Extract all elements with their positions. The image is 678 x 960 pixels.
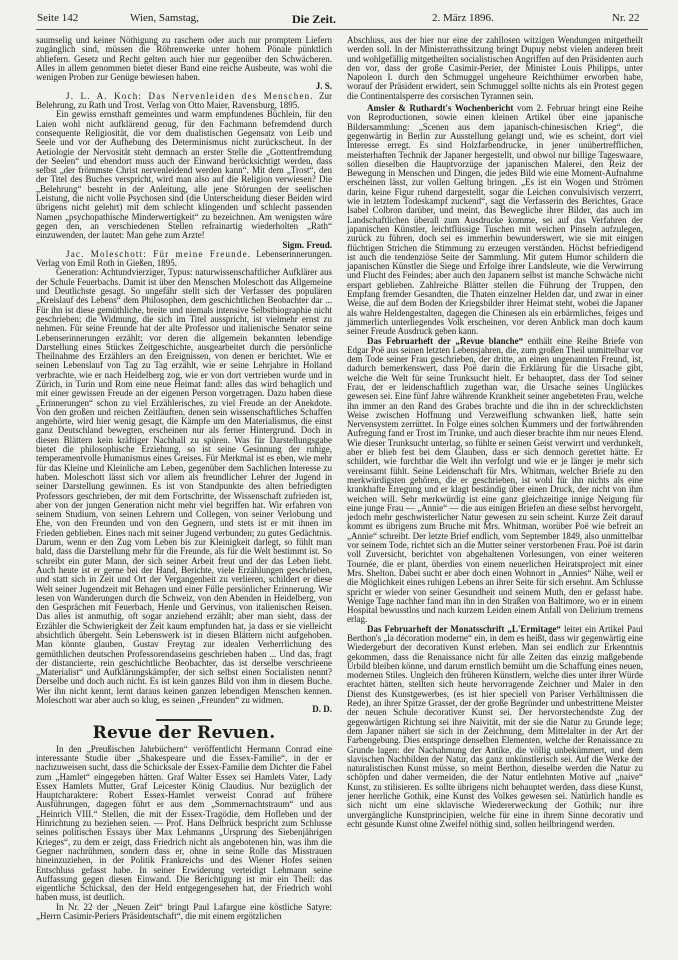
review-body: Generation: Achtundvierziger, Typus: naturwissenschaftlicher Aufklärer aus der Schule Feuerbachs. Damit ist über den Menschen Moleschott das Allgemeine und Deutlichste gesagt. So ungefähr stellt sich der Verfasser des populären „Kreislauf des Lebens“ dem Philosophen, dem geschichtlichen Beobachter dar ... Für ihn ist diese gemüthliche, breite und niemals intensive Selbstbiographie nicht geschrieben; die Widmung, die sich im Titel ausspricht, ist vielmehr ernst zu nehmen. Für seine Freunde hat der alte Professor und italienische Senator seine Lebenserinnerungen erzählt; vor deren die allgemein bekannten lebendige Darstellung eines Stückes Zeitgeschichte, ausgearbeitet durch die persönliche Theilnahme des Erzählers an den Ereignissen, von denen er berichtet. Wie er seinen Lebenslauf von Tag zu Tag erzählt, wie er seine Lehrjahre in Holland verbrachte, wie er nach Heidelberg zog, wie er von dort vertrieben wurde und in Zürich, in Turin und Rom eine neue Heimat fand: alles das wird behaglich und mit einer gewissen Freude an der eigenen Person vorgetragen. Dazu haben diese „Erinnerungen“ schon zu viel Erzählerisches, zu viel Freude an der Anekdote. Von den großen und reichen Zeitläuften, denen sein wissenschaftliches Schaffen angehörte, wird hier wenig gesagt, die Kämpfe um den Materialismus, die einst ganz Deutschland bewegten, erscheinen nur als ferner Hintergrund. Doch in diesen Blättern kein kräftiger Nachhall zu spüren. Was für Darstellungsgabe bietet die philosophische Erziehung, so ist seine Gesinnung der ruhige, temperamentvolle Humanismus eines Greises. Für Merkmal ist es eben, wie mehr für das Kleine und Kleinliche am Leben, gegenüber dem Sachlichen Interesse zu haben. Moleschott lässt sich vor allem als freundlicher Lehrer der Jugend in seiner Darstellung gewinnen. Es ist von Standpunkte des alten befriedigten Professors geschrieben, der mit dem Fortschritte, der Wissenschaft zufrieden ist, aber von der jungen Generation nicht mehr viel begriffen hat. Wir erfahren von seinem Studium, von seinen Lehrern und Collegen, von seiner Verlobung und Ehe, von den Freunden und von den Gegnern, und stets ist er mit ihnen im Frieden geblieben. Eines nach mit seiner Jugend verbunden; zu gutes Gedächtnis. Darum, wenn er den Zug vom Leben bis zur Kleinigkeit darlegt, so fühlt man bald, dass die Darstellung mehr für die Freunde, als für die Welt bestimmt ist. So schreibt ein guter Mann, der sich seiner Arbeit freut und der das Leben liebt. Auch heute ist er gerne bei der Hand, Berichte, viele Erzählungen geschrieben, und statt sich in Zeit und Ort der Vergangenheit zu verlieren, schildert er diese Welt seiner Jugendzeit mit Behagen und einer Fülle persönlicher Erinnerung. Wir lesen von Wanderungen durch die Schweiz, von den Abenden in Heidelberg, von den Gesprächen mit Feuerbach, Henle und Gervinus, von italienischen Reisen. Das alles ist anmuthig, oft sogar anziehend erzählt; aber man sieht, dass der Erzähler die Schwierigkeit der Zeit kaum empfunden hat, ja dass er sie vielleicht absichtlich übergeht. Sein Lebenswerk ist in diesen Blättern nicht aufgehoben. Man könnte glauben, Gustav Freytag zur idealen Verherrlichung des gemüthlichen deutschen Professorendaseins geschrieben haben ... Und das, fragt der distancierte, rein geschichtliche Beobachter, das ist derselbe verschrieene „Materialist“ und Aufklärungskämpfer, der sich selbst einen Socialisten nennt? Derselbe und doch auch nicht. Es ist kein ganzes Bild von ihm in diesem Buche. Wer ihn nicht kennt, lernt daraus keinen ganzen lebendigen Menschen kennen. Moleschott war aber auch so klug, es seinen „Freunden“ zu widmen.	[36, 267, 332, 706]
signature: J. S.	[315, 81, 332, 92]
review-publisher: Lebenserinnerungen. Verlag von Emil Roth in Gießen, 1895.	[36, 248, 332, 269]
article-paragraph: In Nr. 22 der „Neuen Zeit“ bringt Paul Lafargue eine köstliche Satyre: „Herrn Casimir-Periers Präsidentschaft“, die mit einem ergötzlichen	[36, 901, 332, 922]
review-heading	[36, 92, 332, 111]
paragraph-text: leitet ein Artikel Paul Berthon's „la décoration moderne“ ein, in dem es heißt, dass wir gegenwärtig eine Wiedergeburt der decorativen Kunst erleben. Man sei endlich zur Erkenntnis gekommen, dass die Renaissance nicht für alle Zeiten das einzig maßgebende Urbild bleiben könne, und darum ernstlich bemüht um die Schaffung eines neuen, modernen Stiles. Ungleich den früheren Künstlern, welche dies unter ihrer Würde erachtet hätten, stellten sich heute hervorragende Zeichner und Maler in den Dienst des Kunstgewerbes, (es ist hier speciell von Pariser Verhältnissen die Rede), an ihrer Spitze Grasset, der der große Begründer und unbestrittene Meister der neuen Schule decorativer Kunst sei. Der hervorstechendste Zug der gegenwärtigen Richtung sei ihre Naivität, mit der sie die Natur zu Grunde lege; dem Japaner nähert sie sich in der Zeichnung, dem Mittelalter in der Art der Farbengebung. Dies entspringe denselben Elementen, welche der Renaissance zu Grunde lagen: der Nachahmung der Antike, die völlig unbekümmert, und dem slavischen Nachbilden der Natur, das ganz unkünstlerisch sei. Auf die Werke der naturalistischen Kunst müsse, so meint Berthon, dieselbe werden die Natur zu schöpfen und daher vermeiden, die der Natur entlehnten Motive auf „naive“ Kunst, zu stilisieren. Es sollte übrigens nicht behauptet werden, dass diese Kunst, jener herrliche Gothik, eine Kunst des Volkes gewesen sei. Natürlich handle es sich nicht um eine sklavische Wiedererweckung der Gothik; nur ihre unvergängliche Kunstprincipien, welche für eine in ihrem Sinne decorativ und echt gesunde Kunst ohne Zweifel nöthig sind, sollen heilbringend werden.	[347, 623, 643, 829]
article-paragraph	[347, 337, 643, 625]
header-rule	[36, 29, 648, 30]
article-paragraph: In den „Preußischen Jahrbüchern“ veröffentlicht Hermann Conrad eine interessante Studie über „Shakespeare und die Essex-Familie“, in der er nachzuweisen sucht, dass die Schicksale der Essex-Familie dem Dichter die Fabel zum „Hamlet“ eingegeben hätten. Graf Walter Essex sei Hamlets Vater, Lady Essex Hamlets Mutter, Graf Leicester König Claudius. Nur bezüglich der Hauptcharaktere: Robert Essex-Hamlet verweist Conrad auf frühere Ausführungen, dagegen führt er aus dem „Sommernachtstraum“ und aus „Heinrich VIII.“ Stellen, die mit der Essex-Tragödie, dem Hofleben und der Hinrichtung zu beziehen seien. — Prof. Hans Delbrück bespricht zum Schlusse seines politischen Essays über Max Lehmanns „Ursprung des Siebenjährigen Krieges“, zu dem er zeigt, dass Friedrich nicht als angebotenen hin, was ihm die Gegner nachrühmen, sondern dass er, ohne in seine Rolle das Misstrauen hineinzuziehen, in der Politik Frankreichs und des Wiener Hofes seinen Entschluss gefasst habe. In seiner Erwiderung verteidigt Lehmann seine Auffassung gegen diesen Einwand. Die Berichtigung ist mir ein Theil: das eigentliche Schicksal, den der Held entgegengesehen hat, der Friedrich wohl haben muss, ist deutlich.	[36, 743, 332, 903]
running-header	[0, 12, 678, 28]
article-paragraph: Abschluss, aus der hier nur eine der zahllosen witzigen Wendungen mitgetheilt werden soll. In der Ministerrathssitzung bringt Dupuy nebst vielen anderen breit und wohlgefällig mitgetheilten socialistischen Angriffen auf den Präsidenten auch den vor, dass der große Casimir-Perier, der Minister Louis Philipps, unter Napoleon I. durch den Schmuggel ungeheure Reichthümer erworben habe, worauf der Präsident erwidert, sein Schmuggel sollte nichts als ein Protest gegen die Continentalsperre des corsischen Tyrannen sein.	[347, 35, 643, 101]
paragraph-text: vom 2. Februar bringt eine Reihe von Reproductionen, sowie einen kleinen Artikel über eine japanische Bildersammlung: „Scenen aus dem japanisch-chinesischen Krieg“, die gegenwärtig in Berlin zur Ausstellung gelangt und, wie es scheint, dort viel Interesse erregt. Es sind Holzfarbendrucke, in jener unübertrefflichen, meisterhaften Technik der Japaner hergestellt, und obwol nur billige Tageswaare, sollen dieselben die Hauptvorzüge der japanischen Malerei, den Reiz der Bewegung in Menschen und Dingen, die jedes Bild wie eine Moment-Aufnahme erscheinen lässt, zur vollen Geltung bringen. „Es ist ein Wogen und Strömen darin, keine Figur ruhend dargestellt, sogar die Leichen convulsivisch verzerrt, wie in letztem Todeskampf zuckend“, sagt die Verfasserin des Berichtes, Grace Isabel Colbron darüber, und meint, das Bewegliche ihrer Bilder, das auch im Landschaftlichen überall zum Ausdrucke komme, sei auf das Verfahren der japanischen Künstler, leichtflüssige Tuschen mit weichen Pinseln aufzulegen, zurück zu führen, doch sei es immerhin bewunderswert, wie sie mit einigen flüchtigen Strichen die Stimmung zu erzeugen verständen. Höchst befriedigend ist auch die tendenziöse Seite der Sammlung. Mit gutem Humor schildern die japanischen Künstler die Siege und Erfolge ihrer Landsleute, wie die Verwirrung und Flucht des Feindes; aber auch den Japanern selbst ist manche Schwäche nicht erspart geblieben. Zahlreiche Blätter stellen die Führung der Truppen, den Empfang fremder Gesandten, die Thaten einzelner Helden dar, und zwar in einer Weise, die auf dem Boden der Kriegsbilder ihrer Heimat steht, wobei die Japaner als wahre Heldengestalten, dagegen die Chinesen als ein erbärmliches, feiges und jämmerlich unterliegendes Volk erscheinen, vor deren Anblick man doch kaum seiner Freude Ausdruck geben kann.	[347, 103, 644, 337]
paragraph-text: enthält eine Reihe Briefe von Edgar Poë aus seinen letzten Lebensjahren, die, zum großen Theil unmittelbar vor dem Tode seiner Frau geschrieben, der dritte, an einen ungenannten Freund, ist, dadurch bemerkenswert, dass Poë darin die Erklärung für die Ursache gibt, welche die Welt für seine Trunksucht hielt. Er behauptet, dass der Tod seiner Frau, der er leidenschaftlich zugethan war, die Ursache seines Unglückes gewesen sei. Eine fünf Jahre währende Krankheit seiner angebeteten Frau, welche ihn immer an den Rand des Grabes brachte und die ihn in der schrecklichsten Weise zwischen Hoffnung und Verzweiflung schwanken ließ, hatte sein Nervensystem zerrüttet. In Folge eines solchen Kummers und der fortwährenden Aufregung fand er Trost im Trunke, und auch dieser brachte ihm nur neues Elend. Wie dieser Trunksucht unterlag, so fühlte er seinen Geist verwirrt und verdunkelt, aber er blieb fest bei dem Glauben, dass er sich dennoch gerettet hätte. Er schildert, wie furchtbar die Welt ihn verfolgt und wie er je länger je mehr sich vereinsamt fühlt. Seine Leidenschaft für Mrs. Whitman, welcher Briefe zu den merkwürdigsten gehören, die er geschrieben, ist wohl für ihn nichts als eine krankhafte Erregung und er klagt beständig über einen Druck, der nicht von ihm weichen will. Sehr merkwürdig ist eine ganz gleichzeitige innige Neigung für eine junge Frau — „Annie“ — die aus einigen Briefen an diese selbst hervorgeht, jedoch mehr geschwisterlicher Natur gewesen zu sein scheint. Kurze Zeit darauf kommt es übrigens zum Bruche mit Mrs. Whitman, worüber Poë wie befreit an „Annie“ schreibt. Der letzte Brief endlich, vom September 1849, also unmittelbar vor seinem Tode, richtet sich an die Mutter seiner verstorbenen Frau. Poë ist darin voll Zuversicht, berichtet von abgehaltenen Vorlesungen, von einer weiteren Tournée, die er plant, überdies von einem neuerlichen Heiratsproject mit einer Mrs. Shelton. Dabei sucht er aber doch einen Wohnort in „Annies“ Nähe, weil er die Möglichkeit eines ruhigen Lebens an ihrer Seite für sich ersehnt. Am Schlusse spricht er wieder von seiner Gesundheit und seinem Muth, den er gefasst habe. Wenige Tage nachher fand man ihn in den Straßen von Baltimore, wo er in einem Hospital bewusstlos und nach kurzem Leiden einem Anfall von Delirium tremens erlag.	[347, 335, 643, 625]
review-heading	[36, 250, 332, 269]
periodical-name: Das Februarheft der Monatsschrift „L'Ermitage“	[367, 623, 561, 634]
page-number: Seite 142	[37, 12, 79, 24]
left-column	[36, 36, 332, 921]
review-publisher: Zur Belehrung, zu Rath und Trost. Verlag von Otto Maier, Ravensburg, 1895.	[36, 90, 332, 111]
place-day: Wien, Samstag,	[130, 12, 199, 24]
issue-date: 2. März 1896.	[432, 12, 494, 24]
article-paragraph	[347, 625, 643, 830]
issue-number: Nr. 22	[612, 12, 640, 24]
signature: Sigm. Freud.	[282, 239, 332, 250]
review-title: J. L. A. Koch: Das Nervenleiden des Menschen.	[66, 90, 314, 101]
review-title: Jac. Moleschott: Für meine Freunde.	[66, 248, 252, 259]
review-body: Ein gewiss ernsthaft gemeintes und warm empfundenes Büchlein, für den Laien wohl nicht aufklärend genug, für den Fachmann befremdend durch consequente Religiosität, die vor dem dualistischen Gegensatz von Leib und Seele und vor der Aufhebung des Determinismus nicht zurückscheut. In der Aetiologie der Nervosität steht demnach an erster Stelle die „Gottentfremdung der Seelen“ und ebendort muss auch der Einwand berücksichtigt werden, dass selbst „der frömmste Christ nervenleidend werden kann“. Mit dem „Trost“, den der Titel des Buches verspricht, wird man also auf die Religion verwiesen? Die „Belehrung“ besteht in der Anleitung, alle jene Störungen der seelischen Leistung, die nicht volle Psychosen sind (die Unterscheidung dieser Beiden wird übrigens nicht gelehrt) mit dem schlecht klingenden und schlecht passenden Namen „psychopathische Minderwertigkeit“ zu bezeichnen. Am wenigsten wäre gegen den, an verschiedenen Stellen refrainartig wiederholten „Rath“ einzuwenden, der lautet: Man gehe zum Arzte!	[36, 109, 332, 241]
section-title: Revue der Revuen.	[92, 722, 276, 743]
right-column	[347, 36, 643, 829]
periodical-name: Das Februarheft der „Revue blanche“	[367, 335, 524, 346]
masthead: Die Zeit.	[292, 12, 336, 26]
review-continuation: saumselig und keiner Nöthigung zu raschem oder auch nur promptem Liefern zugänglich sind, müssen die Röhrenwerke unter hohem Pönale pünktlich abliefern. Gesetz und Recht gelten auch hier nur gegenüber den Schwächeren. Alles in allem genommen bietet dieser Band eine reiche Ausbeute, was wohl die wenigen Proben zur Genüge bewiesen haben.	[36, 35, 332, 83]
signature: D. D.	[312, 704, 332, 715]
periodical-name: Amsler & Ruthardt's Wochenbericht	[367, 103, 514, 114]
article-paragraph	[347, 104, 643, 336]
section-divider	[156, 719, 212, 721]
